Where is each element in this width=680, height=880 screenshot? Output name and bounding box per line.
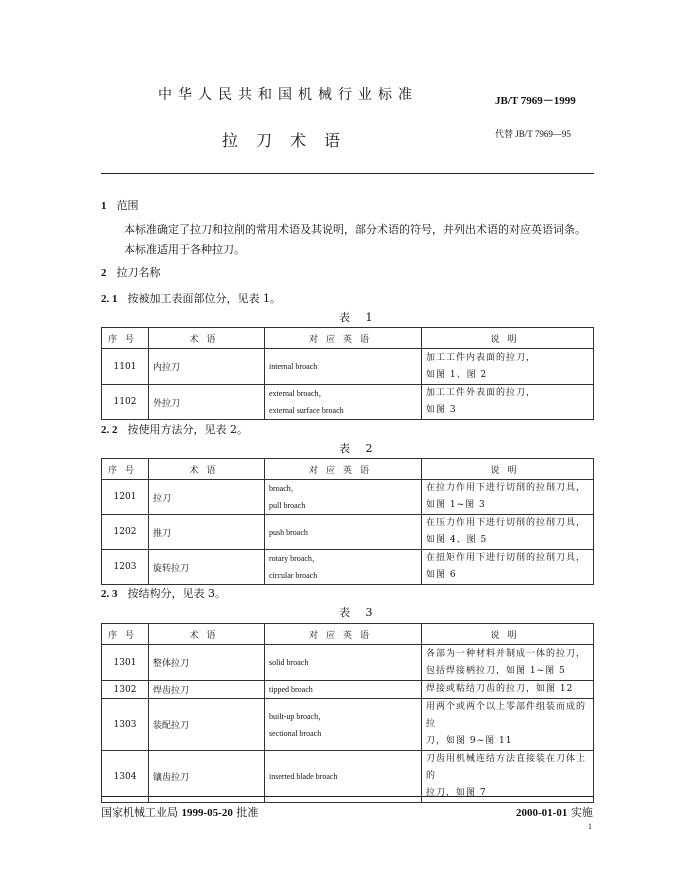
row-term: 内拉刀 xyxy=(149,349,265,385)
col-header-term: 术语 xyxy=(149,328,265,349)
table-row xyxy=(102,645,594,681)
page-number: 1 xyxy=(588,822,592,831)
replaces-note: 代替 JB/T 7969—95 xyxy=(495,129,571,139)
table-row xyxy=(102,751,594,803)
section-number: 1 xyxy=(101,200,107,212)
row-term: 推刀 xyxy=(149,515,265,550)
footer-rule xyxy=(101,796,594,797)
subsection-text: 按被加工表面部位分，见表 1。 xyxy=(127,292,281,305)
table-row xyxy=(102,385,594,420)
row-term: 装配拉刀 xyxy=(149,699,265,751)
paragraph: 本标准确定了拉刀和拉削的常用术语及其说明，部分术语的符号，并列出术语的对应英语词条。 xyxy=(124,223,586,236)
table-header-row xyxy=(102,459,594,480)
col-header-desc: 说明 xyxy=(422,459,594,480)
col-header-desc: 说明 xyxy=(422,328,594,349)
paragraph: 本标准适用于各种拉刀。 xyxy=(124,243,245,256)
subsection-2-2 xyxy=(101,421,248,437)
table-row xyxy=(102,699,594,751)
row-english: internal broach xyxy=(265,349,422,385)
row-desc: 加工工件内表面的拉刀， 如图 1、图 2 xyxy=(422,349,594,385)
table-3 xyxy=(101,623,594,803)
issuing-body: 中华人民共和国机械行业标准 xyxy=(158,87,418,103)
table-1 xyxy=(101,327,594,420)
row-no: 1201 xyxy=(102,480,149,515)
row-no: 1101 xyxy=(102,349,149,385)
row-no: 1202 xyxy=(102,515,149,550)
row-term: 拉刀 xyxy=(149,480,265,515)
row-term: 整体拉刀 xyxy=(149,645,265,681)
table-3-caption: 表 3 xyxy=(339,606,379,619)
row-english: tipped broach xyxy=(265,681,422,699)
table-header-row xyxy=(102,624,594,645)
col-header-term: 术语 xyxy=(149,459,265,480)
row-desc: 焊接或粘结刀齿的拉刀，如图 12 xyxy=(422,681,594,699)
subsection-text: 按使用方法分，见表 2。 xyxy=(127,423,248,436)
col-header-no: 序号 xyxy=(102,624,149,645)
table-row xyxy=(102,681,594,699)
implementation-date: 2000-01-01 xyxy=(516,807,568,819)
row-no: 1203 xyxy=(102,550,149,585)
row-no: 1301 xyxy=(102,645,149,681)
col-header-english: 对应英语 xyxy=(265,459,422,480)
approving-body: 国家机械工业局 xyxy=(101,806,178,819)
table-header-row xyxy=(102,328,594,349)
subsection-2-3 xyxy=(101,585,226,601)
subsection-number: 2. 1 xyxy=(101,293,118,305)
section-2-heading xyxy=(101,264,161,280)
subsection-2-1 xyxy=(101,290,281,306)
row-no: 1302 xyxy=(102,681,149,699)
section-title: 范围 xyxy=(116,199,139,212)
table-1-caption: 表 1 xyxy=(339,311,379,324)
row-term: 外拉刀 xyxy=(149,385,265,420)
row-term: 镶齿拉刀 xyxy=(149,751,265,803)
col-header-english: 对应英语 xyxy=(265,624,422,645)
table-2-caption: 表 2 xyxy=(339,442,379,455)
approve-date: 1999-05-20 xyxy=(181,807,233,819)
table-row xyxy=(102,515,594,550)
document-title: 拉刀术语 xyxy=(222,131,359,150)
row-english: built-up broach， sectional broach xyxy=(265,699,422,751)
row-desc: 刀齿用机械连结方法直接装在刀体上的 拉刀，如图 7 xyxy=(422,751,594,803)
col-header-no: 序号 xyxy=(102,459,149,480)
row-desc: 用两个或两个以上零部件组装而成的拉 刀，如图 9~图 11 xyxy=(422,699,594,751)
subsection-number: 2. 3 xyxy=(101,588,118,600)
row-desc: 加工工件外表面的拉刀， 如图 3 xyxy=(422,385,594,420)
row-english: push broach xyxy=(265,515,422,550)
row-no: 1102 xyxy=(102,385,149,420)
row-term: 焊齿拉刀 xyxy=(149,681,265,699)
table-row xyxy=(102,550,594,585)
section-1-heading xyxy=(101,197,139,213)
standard-code: JB/T 7969－1999 xyxy=(495,95,576,107)
table-row xyxy=(102,480,594,515)
header-rule xyxy=(101,173,594,174)
approval-line xyxy=(101,804,258,820)
section-title: 拉刀名称 xyxy=(116,266,161,279)
table-2 xyxy=(101,458,594,585)
row-no: 1304 xyxy=(102,751,149,803)
col-header-term: 术语 xyxy=(149,624,265,645)
row-desc: 在扭矩作用下进行切削的拉削刀具， 如图 6 xyxy=(422,550,594,585)
subsection-text: 按结构分，见表 3。 xyxy=(127,587,226,600)
row-desc: 在拉力作用下进行切削的拉削刀具， 如图 1~图 3 xyxy=(422,480,594,515)
row-english: inserted blade broach xyxy=(265,751,422,803)
approve-label: 批准 xyxy=(236,806,259,819)
implementation-line xyxy=(516,804,593,820)
implementation-label: 实施 xyxy=(570,806,593,819)
row-no: 1303 xyxy=(102,699,149,751)
col-header-desc: 说明 xyxy=(422,624,594,645)
col-header-no: 序号 xyxy=(102,328,149,349)
row-english: broach， pull broach xyxy=(265,480,422,515)
row-desc: 在压力作用下进行切削的拉削刀具， 如图 4、图 5 xyxy=(422,515,594,550)
row-desc: 各部为一种材料并制成一体的拉刀， 包括焊接柄拉刀，如图 1~图 5 xyxy=(422,645,594,681)
row-term: 旋转拉刀 xyxy=(149,550,265,585)
row-english: rotary broach， circular broach xyxy=(265,550,422,585)
row-english: solid broach xyxy=(265,645,422,681)
col-header-english: 对应英语 xyxy=(265,328,422,349)
subsection-number: 2. 2 xyxy=(101,424,118,436)
section-number: 2 xyxy=(101,267,107,279)
table-row xyxy=(102,349,594,385)
row-english: external broach， external surface broach xyxy=(265,385,422,420)
